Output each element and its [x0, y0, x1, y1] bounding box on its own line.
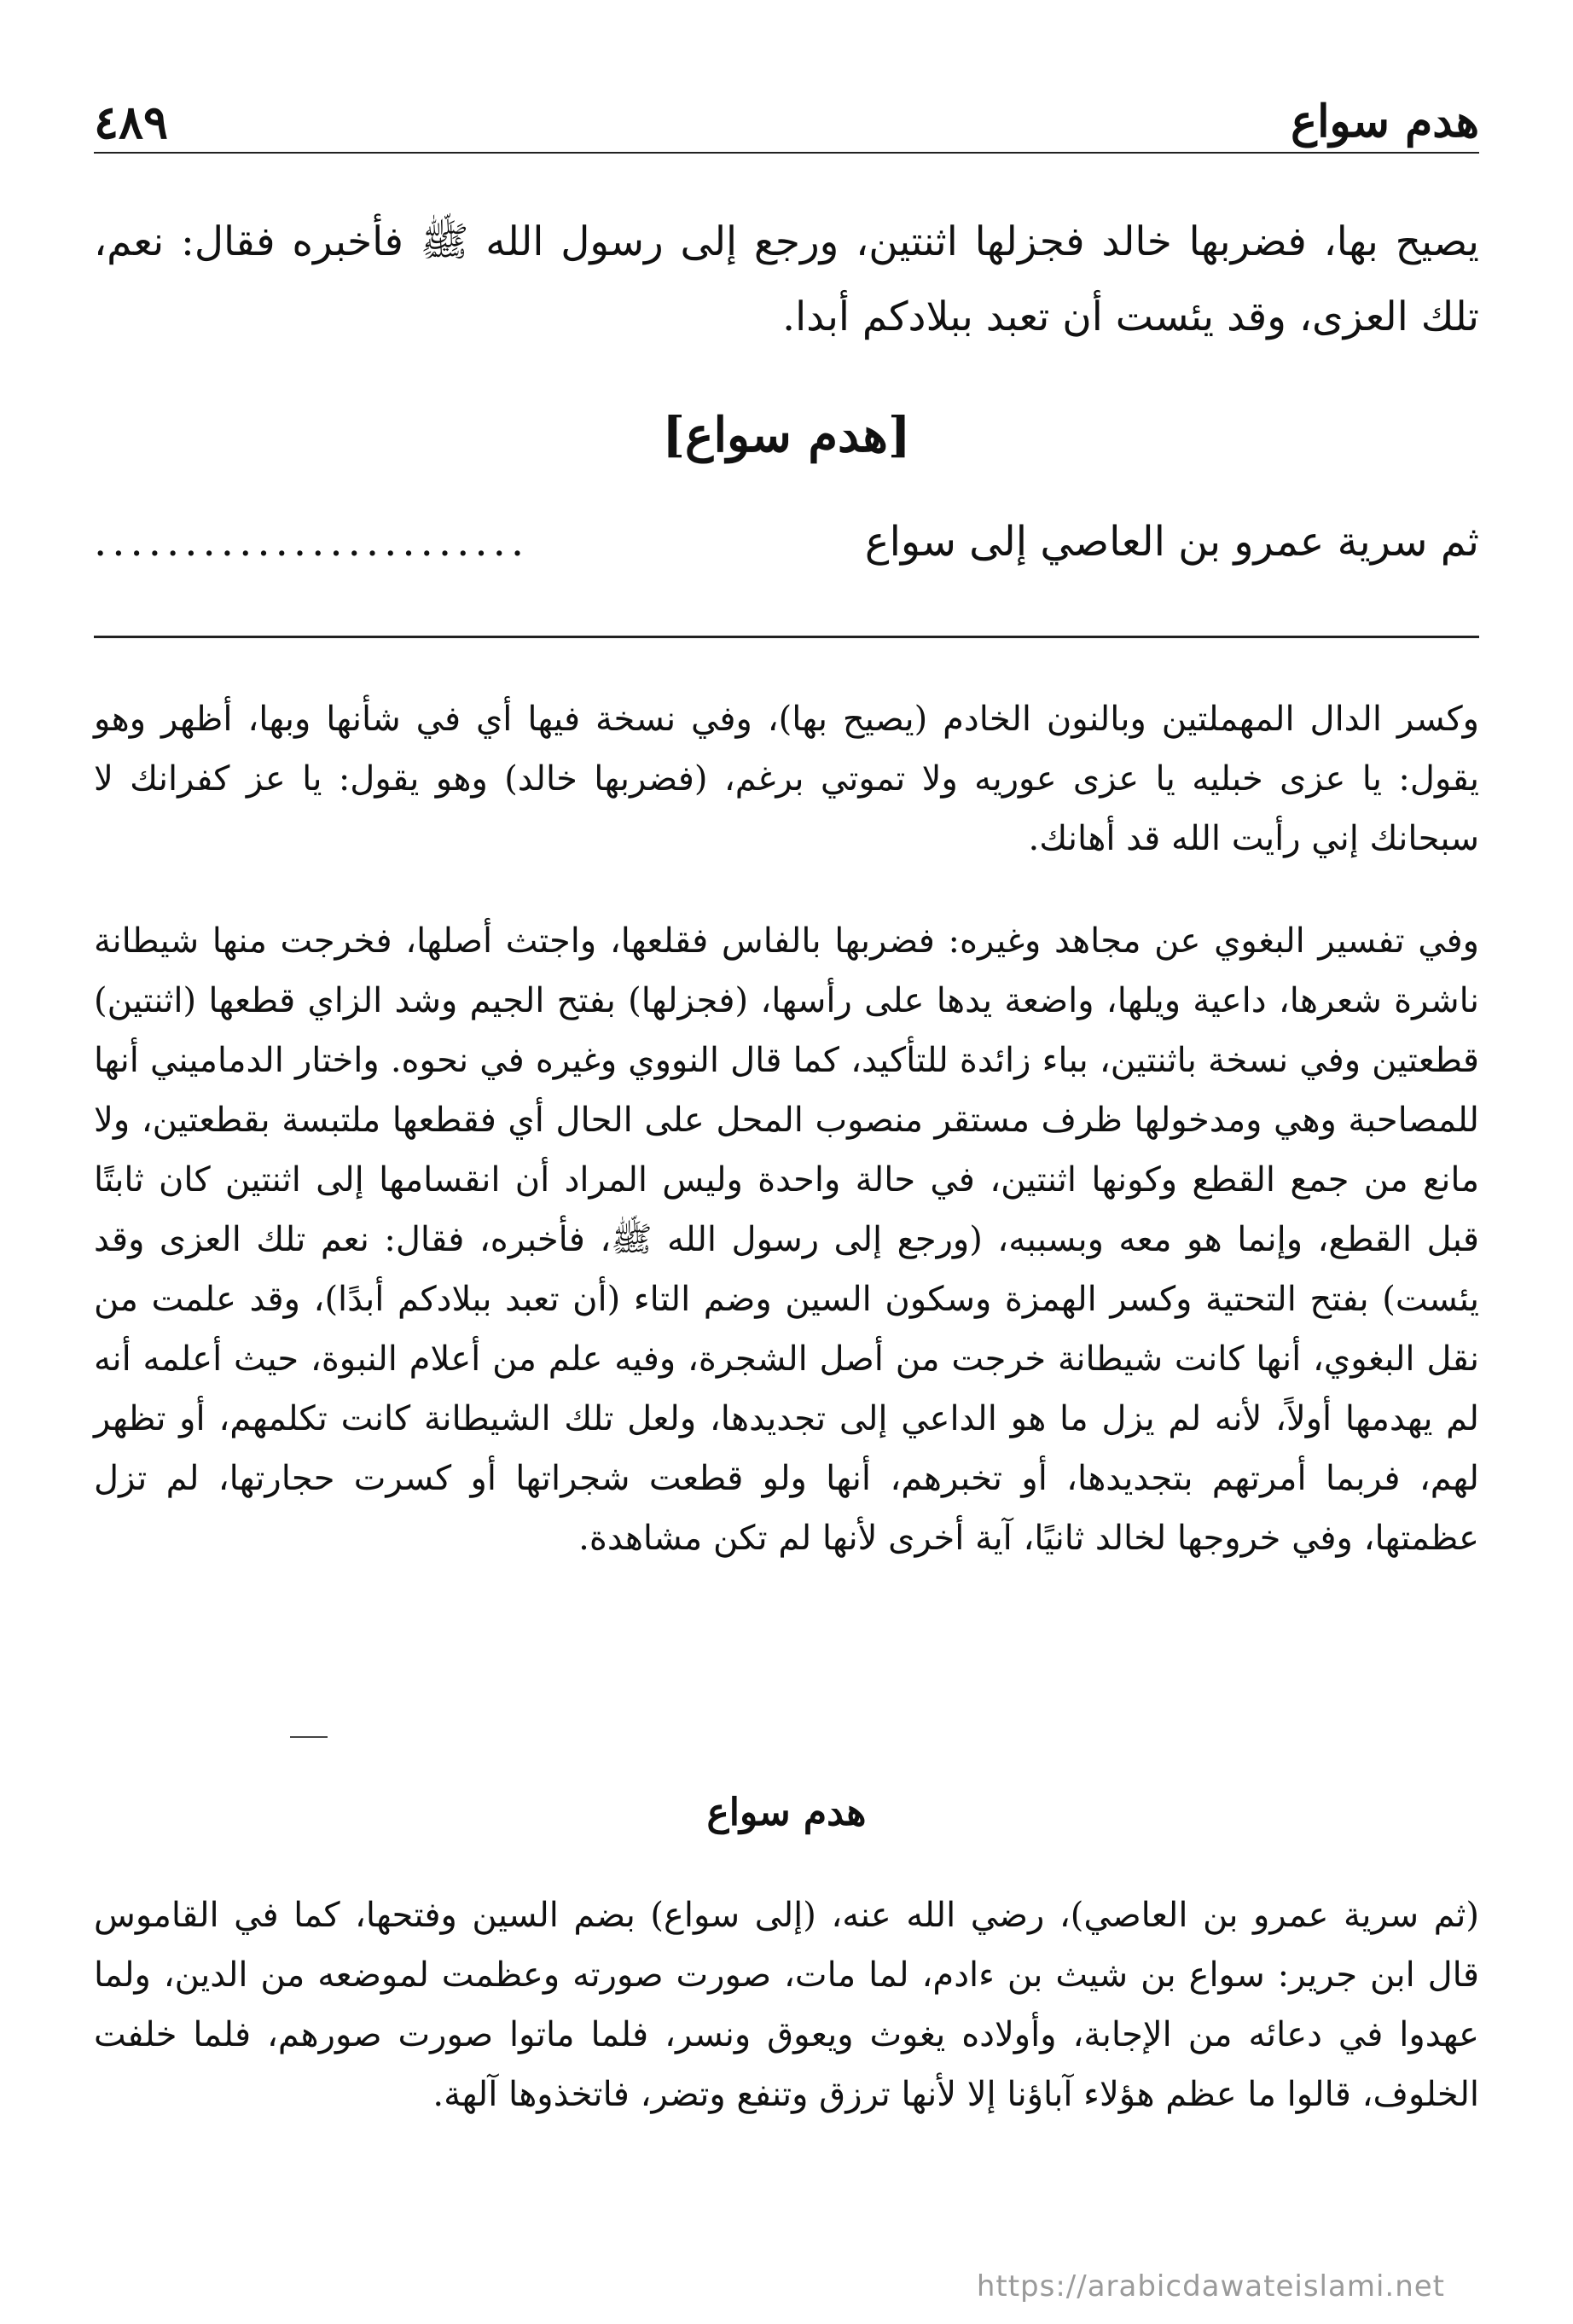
watermark-url: https://arabicdawateislami.net	[976, 2269, 1445, 2304]
commentary-paragraph-3: (ثم سرية عمرو بن العاصي)، رضي الله عنه، (إلى سواع) بضم السين وفتحها، كما في القاموس قال ابن جرير: سواع بن شيث بن ءادم، لما مات، صورت صورته وعظمت لموضعه من الدين، ولما عهدوا في دعائه من الإجابة، وأولاده يغوث ويعوق ونسر، فلما ماتوا صورت صورهم، فلما خلفت الخلوف، قالوا ما عظم هؤلاء آباؤنا إلا لأنها ترزق وتنفع وتضر، فاتخذوها آلهة.	[94, 1896, 1479, 2114]
separator-mark	[290, 1736, 328, 1738]
text-divider	[94, 636, 1479, 638]
section-heading: [هدم سواع]	[662, 407, 911, 463]
commentary-paragraph-2: وفي تفسير البغوي عن مجاهد وغيره: فضربها بالفاس فقلعها، واجتث أصلها، فخرجت منها شيطانة ناشرة شعرها، داعية ويلها، واضعة يدها على رأسها، (فجزلها) بفتح الجيم وشد الزاي قطعها (اثنتين) قطعتين وفي نسخة باثنتين، بباء زائدة للتأكيد، كما قال النووي وغيره في نحوه. واختار الدماميني أنها للمصاحبة وهي ومدخولها ظرف مستقر منصوب المحل على الحال أي فقطعها ملتبسة بقطعتين، ولا مانع من جمع القطع وكونها اثنتين، في حالة واحدة وليس المراد أن انقسامها إلى اثنتين كان ثابتًا قبل القطع، وإنما هو معه وبسببه، (ورجع إلى رسول الله ﷺ، فأخبره، فقال: نعم تلك العزى وقد يئست) بفتح التحتية وكسر الهمزة وسكون السين وضم التاء (أن تعبد ببلادكم أبدًا)، وقد علمت من نقل البغوي، أنها كانت شيطانة خرجت من أصل الشجرة، وفيه علم من أعلام النبوة، حيث أعلمه أنه لم يهدمها أولاً، لأنه لم يزل ما هو الداعي إلى تجديدها، ولعل تلك الشيطانة كانت تكلمهم، أو تظهر لهم، فربما أمرتهم بتجديدها، أو تخبرهم، أنها ولو قطعت شجراتها أو كسرت حجارتها، لم تزل عظمتها، وفي خروجها لخالد ثانيًا، آية أخرى لأنها لم تكن مشاهدة.	[94, 921, 1480, 1558]
running-title: هدم سواع	[1291, 96, 1479, 148]
page-number: ٤٨٩	[94, 95, 169, 149]
main-text: يصيح بها، فضربها خالد فجزلها اثنتين، ورجع إلى رسول الله ﷺ فأخبره فقال: نعم، تلك العزى، وقد يئست أن تعبد ببلادكم أبدا.	[94, 218, 1479, 340]
matn-text: ثم سرية عمرو بن العاصي إلى سواع	[864, 518, 1479, 566]
matn-line	[94, 503, 1479, 580]
commentary-heading: هدم سواع	[706, 1791, 867, 1834]
commentary-paragraph-1: وكسر الدال المهملتين وبالنون الخادم (يصيح بها)، وفي نسخة فيها أي في شأنها وبها، أظهر وهو يقول: يا عزى خبليه يا عزى عوريه ولا تموتي برغم، (فضربها خالد) وهو يقول: يا عز كفرانك لا سبحانك إني رأيت الله قد أهانك.	[94, 700, 1479, 858]
running-head	[94, 92, 1479, 154]
matn-dots: ........................	[94, 518, 530, 566]
